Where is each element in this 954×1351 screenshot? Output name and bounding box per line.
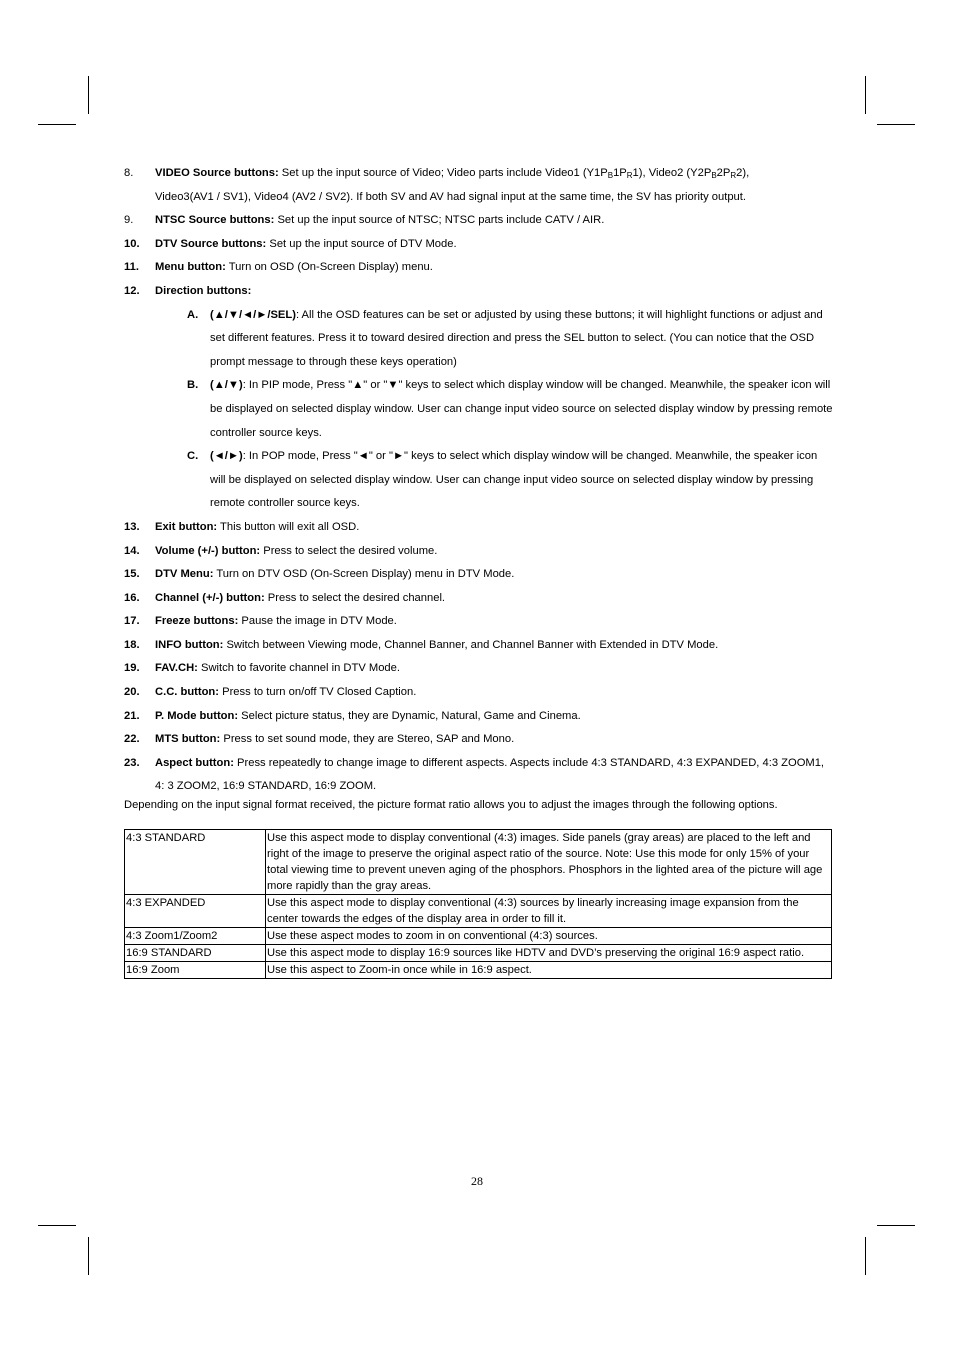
list-item xyxy=(124,634,834,658)
aspect-table xyxy=(124,829,832,979)
aspect-note: Depending on the input signal format received, the picture format ratio allows you to adjust the images through the following options. xyxy=(124,799,778,812)
item-text: Press to turn on/off TV Closed Caption. xyxy=(219,686,417,699)
table-row xyxy=(125,945,832,962)
item-label: Freeze buttons: xyxy=(155,615,239,628)
crop-mark xyxy=(877,1225,915,1226)
page-number: 28 xyxy=(471,1174,483,1188)
list-item xyxy=(124,540,834,564)
item-number: 21. xyxy=(124,709,140,722)
item-text: Pause the image in DTV Mode. xyxy=(238,615,397,628)
subitem-letter: B. xyxy=(187,379,199,392)
direction-subitem xyxy=(124,445,834,516)
subscript: R xyxy=(626,171,633,180)
table-cell-desc: Use this aspect mode to display 16:9 sources like HDTV and DVD’s preserving the original 16:9 aspect ratio. xyxy=(266,945,832,962)
item-label: Exit button: xyxy=(155,520,218,533)
subitem-text: : In POP mode, Press "◄" or "►" keys to select which display window will be changed. Meanwhile, the speaker icon will be displayed on selected display window. User can change input video source on selected display window by pressing remote controller source keys. xyxy=(210,450,818,510)
item-number: 9. xyxy=(124,214,134,227)
list-item xyxy=(124,209,834,233)
item-number: 16. xyxy=(124,591,140,604)
subscript: B xyxy=(607,171,614,180)
list-item xyxy=(124,657,834,681)
table-cell-mode: 4:3 Zoom1/Zoom2 xyxy=(125,928,266,945)
item-number: 18. xyxy=(124,638,140,651)
table-cell-mode: 16:9 Zoom xyxy=(125,962,266,979)
item-label: VIDEO Source buttons: xyxy=(155,167,279,179)
item-number: 11. xyxy=(124,261,139,274)
item-text: Set up the input source of Video; Video parts include Video1 (Y1P xyxy=(278,167,608,179)
list-item xyxy=(124,256,834,280)
item-number: 22. xyxy=(124,733,140,746)
item-number: 19. xyxy=(124,662,140,675)
item-text: Press to set sound mode, they are Stereo, SAP and Mono. xyxy=(220,733,515,746)
item-text: Press to select the desired volume. xyxy=(260,544,438,557)
list-item xyxy=(124,752,834,799)
list-item xyxy=(124,705,834,729)
item-text: Press to select the desired channel. xyxy=(264,591,446,604)
list-item xyxy=(124,563,834,587)
item-text: Turn on DTV OSD (On-Screen Display) menu in DTV Mode. xyxy=(213,568,515,581)
direction-subitem xyxy=(124,374,834,445)
table-cell-desc: Use these aspect modes to zoom in on conventional (4:3) sources. xyxy=(266,928,832,945)
item-number: 15. xyxy=(124,568,140,581)
table-cell-mode: 4:3 STANDARD xyxy=(125,830,266,895)
item-text: 1), Video2 (Y2P xyxy=(632,167,712,179)
table-cell-desc: Use this aspect mode to display conventional (4:3) images. Side panels (gray areas) are placed to the left and right of the image to preserve the original aspect ratio of the source. Note: Use this mode for only 15% of your total viewing time to prevent uneven aging of the phosphors. Phosphors in the lighted area of the picture will age more rapidly than the gray areas. xyxy=(266,830,832,895)
table-cell-mode: 4:3 EXPANDED xyxy=(125,895,266,928)
item-text: Turn on OSD (On-Screen Display) menu. xyxy=(225,261,433,274)
item-text: Set up the input source of DTV Mode. xyxy=(266,237,457,250)
crop-mark xyxy=(877,124,915,125)
crop-mark xyxy=(88,76,89,114)
list-item xyxy=(124,162,834,209)
item-number: 13. xyxy=(124,520,140,533)
table-row xyxy=(125,962,832,979)
crop-mark xyxy=(38,1225,76,1226)
item-number: 17. xyxy=(124,615,140,628)
table-row xyxy=(125,928,832,945)
item-label: Channel (+/-) button: xyxy=(155,591,265,604)
item-label: C.C. button: xyxy=(155,686,219,699)
table-cell-mode: 16:9 STANDARD xyxy=(125,945,266,962)
button-list xyxy=(124,162,834,814)
item-text: 2P xyxy=(716,167,731,179)
item-text: Set up the input source of NTSC; NTSC parts include CATV / AIR. xyxy=(274,214,605,227)
item-text: Video3(AV1 / SV1), Video4 (AV2 / SV2). If both SV and AV had signal input at the same time, the SV has priority output. xyxy=(155,190,746,203)
item-text: 1P xyxy=(613,167,627,179)
item-label: P. Mode button: xyxy=(155,709,239,722)
item-number: 12. xyxy=(124,284,140,297)
crop-mark xyxy=(865,76,866,114)
item-number: 14. xyxy=(124,544,140,557)
list-item xyxy=(124,728,834,752)
item-text: Switch to favorite channel in DTV Mode. xyxy=(197,662,400,675)
item-label: Aspect button: xyxy=(155,756,234,769)
item-label: NTSC Source buttons: xyxy=(155,214,275,227)
subscript: R xyxy=(730,171,737,180)
subitem-label: (▲/▼) xyxy=(210,379,243,392)
crop-mark xyxy=(865,1237,866,1275)
subitem-letter: C. xyxy=(187,450,199,463)
item-number: 8. xyxy=(124,167,134,179)
table-cell-desc: Use this aspect to Zoom-in once while in 16:9 aspect. xyxy=(266,962,832,979)
item-text: Press repeatedly to change image to different aspects. Aspects include 4:3 STANDARD, 4:3 EXPANDED, 4:3 ZOOM1, 4: 3 ZOOM2, 16:9 STANDARD, 16:9 ZOOM. xyxy=(155,756,825,793)
list-item xyxy=(124,516,834,540)
list-item xyxy=(124,280,834,304)
crop-mark xyxy=(38,124,76,125)
subitem-text: : All the OSD features can be set or adjusted by using these buttons; it will highlight functions or adjust and set different features. Press it to toward desired direction and press the SEL button to select. (You can notice that the OSD prompt message to through these keys operation) xyxy=(210,308,823,368)
table-row xyxy=(125,830,832,895)
item-text: 2), xyxy=(736,167,750,179)
item-label: MTS button: xyxy=(155,733,221,746)
item-number: 10. xyxy=(124,237,140,250)
item-text: Select picture status, they are Dynamic, Natural, Game and Cinema. xyxy=(238,709,581,722)
item-label: FAV.CH: xyxy=(155,662,198,675)
table-row xyxy=(125,895,832,928)
subitem-label: (◄/►) xyxy=(210,450,243,463)
list-item xyxy=(124,681,834,705)
item-label: DTV Menu: xyxy=(155,568,214,581)
item-text: This button will exit all OSD. xyxy=(217,520,360,533)
subitem-label: (▲/▼/◄/►/SEL) xyxy=(210,308,296,321)
crop-mark xyxy=(88,1237,89,1275)
list-item xyxy=(124,233,834,257)
item-label: Menu button: xyxy=(155,261,226,274)
subitem-text: : In PIP mode, Press "▲" or "▼" keys to select which display window will be changed. Meanwhile, the speaker icon will be displayed on selected display window. User can change input video source on selected display window by pressing remote controller source keys. xyxy=(210,379,833,439)
item-number: 23. xyxy=(124,756,140,769)
subscript: B xyxy=(711,171,717,180)
list-item xyxy=(124,610,834,634)
item-label: DTV Source buttons: xyxy=(155,237,267,250)
table-cell-desc: Use this aspect mode to display conventional (4:3) sources by linearly increasing image expansion from the center towards the edges of the display area in order to fill it. xyxy=(266,895,832,928)
item-label: INFO button: xyxy=(155,638,224,651)
list-item xyxy=(124,587,834,611)
direction-subitem xyxy=(124,304,834,375)
item-text: Switch between Viewing mode, Channel Banner, and Channel Banner with Extended in DTV Mode. xyxy=(223,638,719,651)
subitem-letter: A. xyxy=(187,308,199,321)
item-number: 20. xyxy=(124,686,140,699)
item-label: Volume (+/-) button: xyxy=(155,544,261,557)
item-label: Direction buttons: xyxy=(155,284,252,297)
